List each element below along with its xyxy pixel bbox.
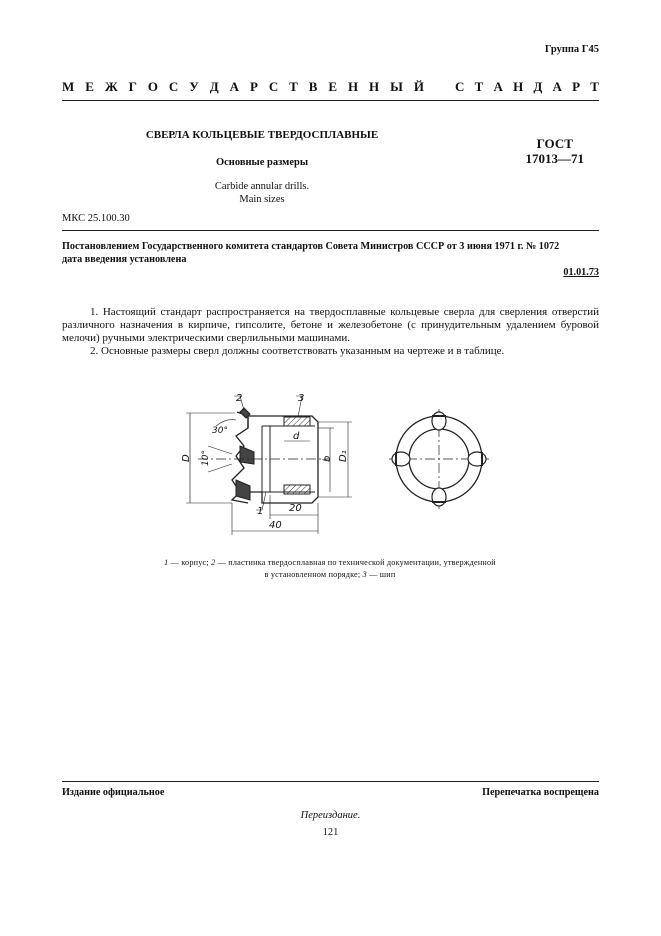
caption-line2: в установленном порядке; 3 — шип — [264, 570, 396, 579]
heading-letter: Т — [474, 79, 484, 94]
reissue-note: Переиздание. — [300, 810, 361, 821]
dim-b-label: b — [322, 455, 333, 462]
angle-30-label: 30° — [212, 426, 228, 436]
heading-letter: Д — [209, 79, 219, 94]
official-edition: Издание официальное — [62, 787, 165, 798]
effective-date: 01.01.73 — [563, 267, 599, 278]
heading-letter: Т — [289, 79, 298, 94]
heading-letter: Й — [413, 79, 424, 94]
group-code: Группа Г45 — [544, 44, 599, 55]
page-number: 121 — [322, 827, 339, 838]
heading-letter: С — [455, 79, 465, 94]
heading-letter: Д — [533, 79, 543, 94]
gost-label: ГОСТ — [536, 136, 573, 151]
heading-letter: О — [147, 79, 158, 94]
mks-code: МКС 25.100.30 — [62, 213, 130, 224]
heading-letter: Т — [590, 79, 599, 94]
heading-letter: Ы — [390, 79, 403, 94]
figure-caption — [130, 557, 530, 581]
heading-letter: Е — [328, 79, 338, 94]
front-view — [389, 409, 489, 509]
english-title-line2: Main sizes — [239, 194, 285, 205]
heading-letter: А — [493, 79, 503, 94]
callout-2: 2 — [236, 393, 243, 404]
document-title: СВЕРЛА КОЛЬЦЕВЫЕ ТВЕРДОСПЛАВНЫЕ — [145, 129, 379, 141]
heading-letter: Е — [85, 79, 94, 94]
angle-10-label: 10° — [201, 450, 211, 466]
heading-letter: Н — [369, 79, 380, 94]
heading-letter: У — [189, 79, 199, 94]
heading-letter: С — [168, 79, 179, 94]
heading-letter: Р — [572, 79, 581, 94]
heading-letter: С — [268, 79, 279, 94]
reprint-prohibited: Перепечатка воспрещена — [482, 787, 599, 798]
paragraph-1: 1. Настоящий стандарт распространяется на твердосплавные кольцевые сверла для сверления отверстий различного назначения в кирпиче, гипсолите, бетоне и железобетоне (с принудительным удалением буровой мелочи) ручными электрическими сверлильными машинами. — [62, 306, 599, 344]
heading-letter: В — [308, 79, 318, 94]
callout-1: 1 — [257, 506, 264, 517]
dim-40-label: 40 — [269, 520, 282, 531]
paragraph-2: 2. Основные размеры сверл должны соответствовать указанным на чертеже и в таблице. — [90, 345, 505, 357]
heading-letter: А — [229, 79, 239, 94]
decree-line2: дата введения установлена — [62, 254, 187, 265]
dim-D-label: D — [181, 454, 192, 462]
heading-letter: Г — [128, 79, 137, 94]
gost-code: 17013—71 — [525, 151, 584, 166]
heading-letter: М — [62, 79, 75, 94]
callout-3: 3 — [298, 393, 305, 404]
dim-d-label: d — [293, 431, 300, 442]
heading-letter: Ж — [104, 79, 118, 94]
heading-letter: Н — [513, 79, 524, 94]
heading-letter: А — [552, 79, 562, 94]
dim-20-label: 20 — [289, 503, 302, 514]
decree-line1: Постановлением Государственного комитета стандартов Совета Министров СССР от 3 июня 1971 г. № 1072 — [62, 241, 560, 252]
heading-letter: Р — [249, 79, 258, 94]
footer-rule — [62, 781, 599, 782]
document-subtitle: Основные размеры — [215, 157, 309, 168]
dim-D1-label: D₁ — [338, 450, 349, 462]
english-title-line1: Carbide annular drills. — [214, 181, 310, 192]
caption-line1: 1 — корпус; 2 — пластинка твердосплавная по технической документации, утвержденной — [164, 558, 496, 567]
heading-letter: Н — [347, 79, 359, 94]
